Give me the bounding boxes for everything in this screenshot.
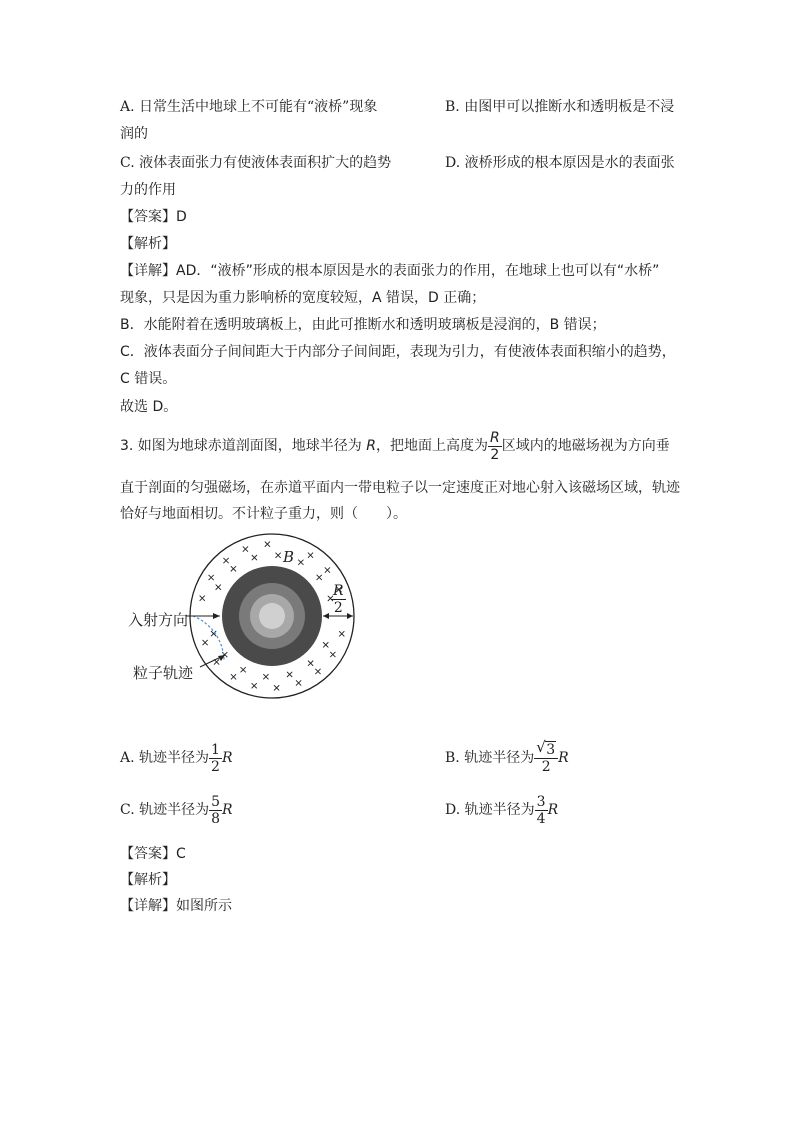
fraction (209, 795, 222, 826)
frac-numerator: √ 3 (534, 743, 558, 759)
q3-option-d (445, 790, 558, 830)
q2-detail-line1 (120, 260, 659, 280)
option-label: A. (120, 750, 135, 766)
option-text: 液桥形成的根本原因是水的表面张 (464, 155, 675, 171)
stem-text: 区域内的地磁场视为方向垂 (501, 438, 670, 454)
option-label: C. (120, 155, 135, 171)
frac-denominator: 2 (211, 758, 220, 775)
frac-numerator: 3 (536, 793, 546, 810)
label-r-over-2 (331, 584, 346, 615)
q2-detail-line6: 故选 D。 (120, 399, 178, 415)
detail-text: AD．“液桥”形成的根本原因是水的表面张力的作用，在地球上也可以有“水桥” (176, 263, 660, 279)
earth-cross-section-figure (120, 530, 380, 710)
frac-denominator: 8 (211, 810, 221, 827)
fraction (534, 737, 558, 775)
frac-numerator: 5 (211, 793, 221, 810)
option-b-continued: 润的 (120, 126, 148, 142)
option-text: 日常生活中地球上不可能有“液桥”现象 (139, 99, 378, 115)
q2-detail-line5: C 错误。 (120, 371, 177, 387)
q3-stem-line2: 直于剖面的匀强磁场，在赤道平面内一带电粒子以一定速度正对地心射入该磁场区域，轨迹 (120, 480, 680, 496)
q2-detail-line3: B．水能附着在透明玻璃板上，由此可推断水和透明玻璃板是浸润的，B 错误； (120, 317, 606, 333)
option-a (120, 96, 377, 116)
answer-value: C (176, 846, 186, 862)
option-text: 轨迹半径为 (464, 750, 535, 766)
option-text: 轨迹半径为 (139, 802, 210, 818)
option-label: C. (120, 802, 135, 818)
label-incident-direction: 入射方向 (128, 611, 189, 629)
option-b (445, 96, 674, 116)
q2-answer (120, 206, 187, 226)
option-label: B. (445, 99, 460, 115)
fraction (535, 795, 548, 826)
option-d-continued: 力的作用 (120, 182, 176, 198)
stem-text: 3. 如图为地球赤道剖面图，地球半径为 (120, 438, 367, 454)
q3-option-a (120, 738, 232, 778)
stem-text: ，把地面上高度为 (376, 438, 488, 454)
frac-numerator: R (333, 583, 344, 599)
option-text: 由图甲可以推断水和透明板是不浸 (464, 99, 675, 115)
answer-value: D (176, 209, 187, 225)
var-r: R (221, 750, 233, 766)
option-label: D. (445, 155, 461, 171)
sqrt-radicand: 3 (546, 741, 556, 758)
q3-option-c (120, 790, 233, 830)
option-text: 轨迹半径为 (464, 802, 535, 818)
fraction-r-over-2 (488, 431, 502, 462)
option-text: 液体表面张力有使液体表面积扩大的趋势 (139, 155, 392, 171)
answer-tag: 【答案】 (120, 846, 176, 862)
detail-tag: 【详解】 (120, 263, 176, 279)
option-label: D. (445, 802, 461, 818)
option-text: 轨迹半径为 (139, 750, 210, 766)
q3-option-b (445, 738, 569, 778)
var-r: R (558, 750, 569, 766)
q3-analysis: 【解析】 (120, 872, 176, 888)
q3-detail (120, 895, 232, 915)
fraction (209, 743, 222, 774)
var-r: R (547, 802, 559, 818)
q3-stem-line3: 恰好与地面相切。不计粒子重力，则（ ）。 (120, 506, 407, 522)
frac-denominator: 2 (333, 600, 343, 616)
frac-denominator: 2 (541, 758, 551, 775)
earth-inner-core (259, 603, 285, 629)
option-c (120, 152, 391, 172)
q2-analysis: 【解析】 (120, 236, 176, 252)
var-r: R (222, 802, 233, 818)
option-d (445, 152, 675, 172)
q3-answer (120, 843, 186, 863)
label-particle-trajectory: 粒子轨迹 (133, 664, 194, 682)
frac-numerator: R (490, 429, 500, 446)
var-r: R (366, 438, 376, 454)
option-label: A. (120, 99, 135, 115)
answer-tag: 【答案】 (120, 209, 176, 225)
detail-tag: 【详解】 (120, 898, 176, 914)
detail-text: 如图所示 (176, 898, 232, 914)
frac-denominator: 4 (536, 810, 546, 827)
q2-detail-line2: 现象，只是因为重力影响桥的宽度较短，A 错误，D 正确； (120, 290, 486, 306)
frac-denominator: 2 (490, 446, 500, 463)
option-label: B. (445, 750, 460, 766)
label-b: B (283, 548, 295, 566)
q2-detail-line4: C．液体表面分子间间距大于内部分子间间距，表现为引力，有使液体表面积缩小的趋势， (120, 344, 676, 360)
q3-stem-line1 (120, 426, 670, 466)
frac-numerator: 1 (211, 741, 220, 758)
